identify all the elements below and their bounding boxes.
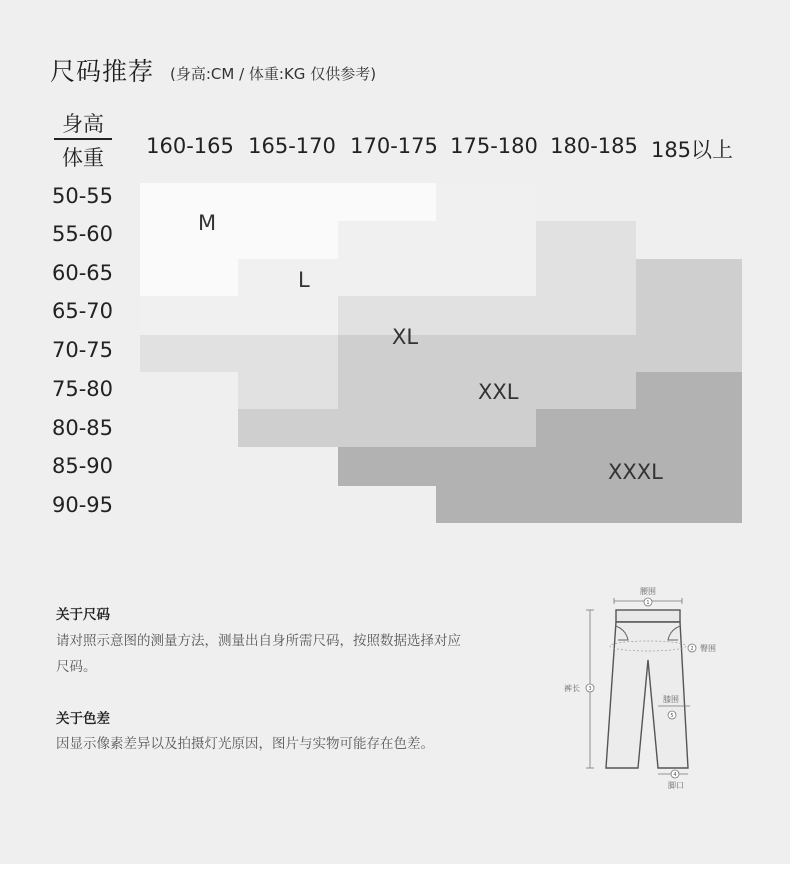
row-header: 50-55 <box>52 184 114 208</box>
about-size-title: 关于尺码 <box>56 607 110 623</box>
size-label-l: L <box>298 268 310 292</box>
length-label: 裤长 <box>564 684 580 693</box>
about-size-body: 请对照示意图的测量方法，测量出自身所需尺码，按照数据选择对应尺码。 <box>56 633 461 675</box>
size-cell-l <box>436 183 536 221</box>
height-header: 身高 <box>62 112 104 136</box>
size-cell-l <box>140 296 338 335</box>
column-header: 160-165 <box>146 134 234 158</box>
size-cell-xxxl <box>636 372 742 409</box>
row-header: 75-80 <box>52 377 114 401</box>
size-cell-m <box>140 259 238 296</box>
hem-label: 脚口 <box>668 781 684 790</box>
about-color-body: 因显示像素差异以及拍摄灯光原因，图片与实物可能存在色差。 <box>56 736 434 752</box>
hip-marker-num: 2 <box>690 646 694 652</box>
row-header: 80-85 <box>52 416 114 440</box>
size-cell-m <box>140 183 436 221</box>
row-header: 65-70 <box>52 299 114 323</box>
column-header: 175-180 <box>450 134 538 158</box>
size-label-m: M <box>198 211 217 235</box>
knee-label: 膝围 <box>663 695 679 704</box>
column-header: 165-170 <box>248 134 336 158</box>
size-cell-xl <box>238 372 338 409</box>
row-header: 55-60 <box>52 222 114 246</box>
size-cell-xxxl <box>436 486 742 523</box>
row-header: 60-65 <box>52 261 114 285</box>
header-divider <box>54 138 112 140</box>
row-header: 90-95 <box>52 493 114 517</box>
title-note: (身高:CM / 体重:KG 仅供参考) <box>170 65 377 83</box>
bottom-strip <box>0 864 790 870</box>
row-header: 85-90 <box>52 454 114 478</box>
about-color-title: 关于色差 <box>56 711 110 727</box>
pants-measurement-diagram <box>560 582 760 797</box>
column-header: 180-185 <box>550 134 638 158</box>
size-cell-xxl <box>238 409 536 447</box>
waist-label: 腰围 <box>640 587 656 596</box>
size-label-xl: XL <box>392 325 419 349</box>
size-cell-xl <box>338 296 636 335</box>
column-header: 170-175 <box>350 134 438 158</box>
size-label-xxl: XXL <box>478 380 519 404</box>
size-cell-xxxl <box>338 447 742 486</box>
size-cell-xl <box>536 221 636 259</box>
size-label-xxxl: XXXL <box>608 460 663 484</box>
column-header: 185以上 <box>650 138 734 162</box>
waist-marker-num: 1 <box>646 600 650 606</box>
size-cell-m <box>140 221 338 259</box>
knee-marker-num: 5 <box>670 713 674 719</box>
size-cell-xxl <box>636 259 742 335</box>
size-cell-l <box>238 259 536 296</box>
weight-header: 体重 <box>62 146 104 170</box>
size-cell-xl <box>536 259 636 296</box>
hem-marker-num: 4 <box>673 772 677 778</box>
size-cell-xxxl <box>536 409 742 447</box>
size-cell-xl <box>140 335 338 372</box>
row-header: 70-75 <box>52 338 114 362</box>
size-cell-l <box>338 221 536 259</box>
page-title: 尺码推荐 <box>50 57 155 86</box>
hip-label: 臀围 <box>700 644 716 653</box>
length-marker-num: 3 <box>588 686 592 692</box>
